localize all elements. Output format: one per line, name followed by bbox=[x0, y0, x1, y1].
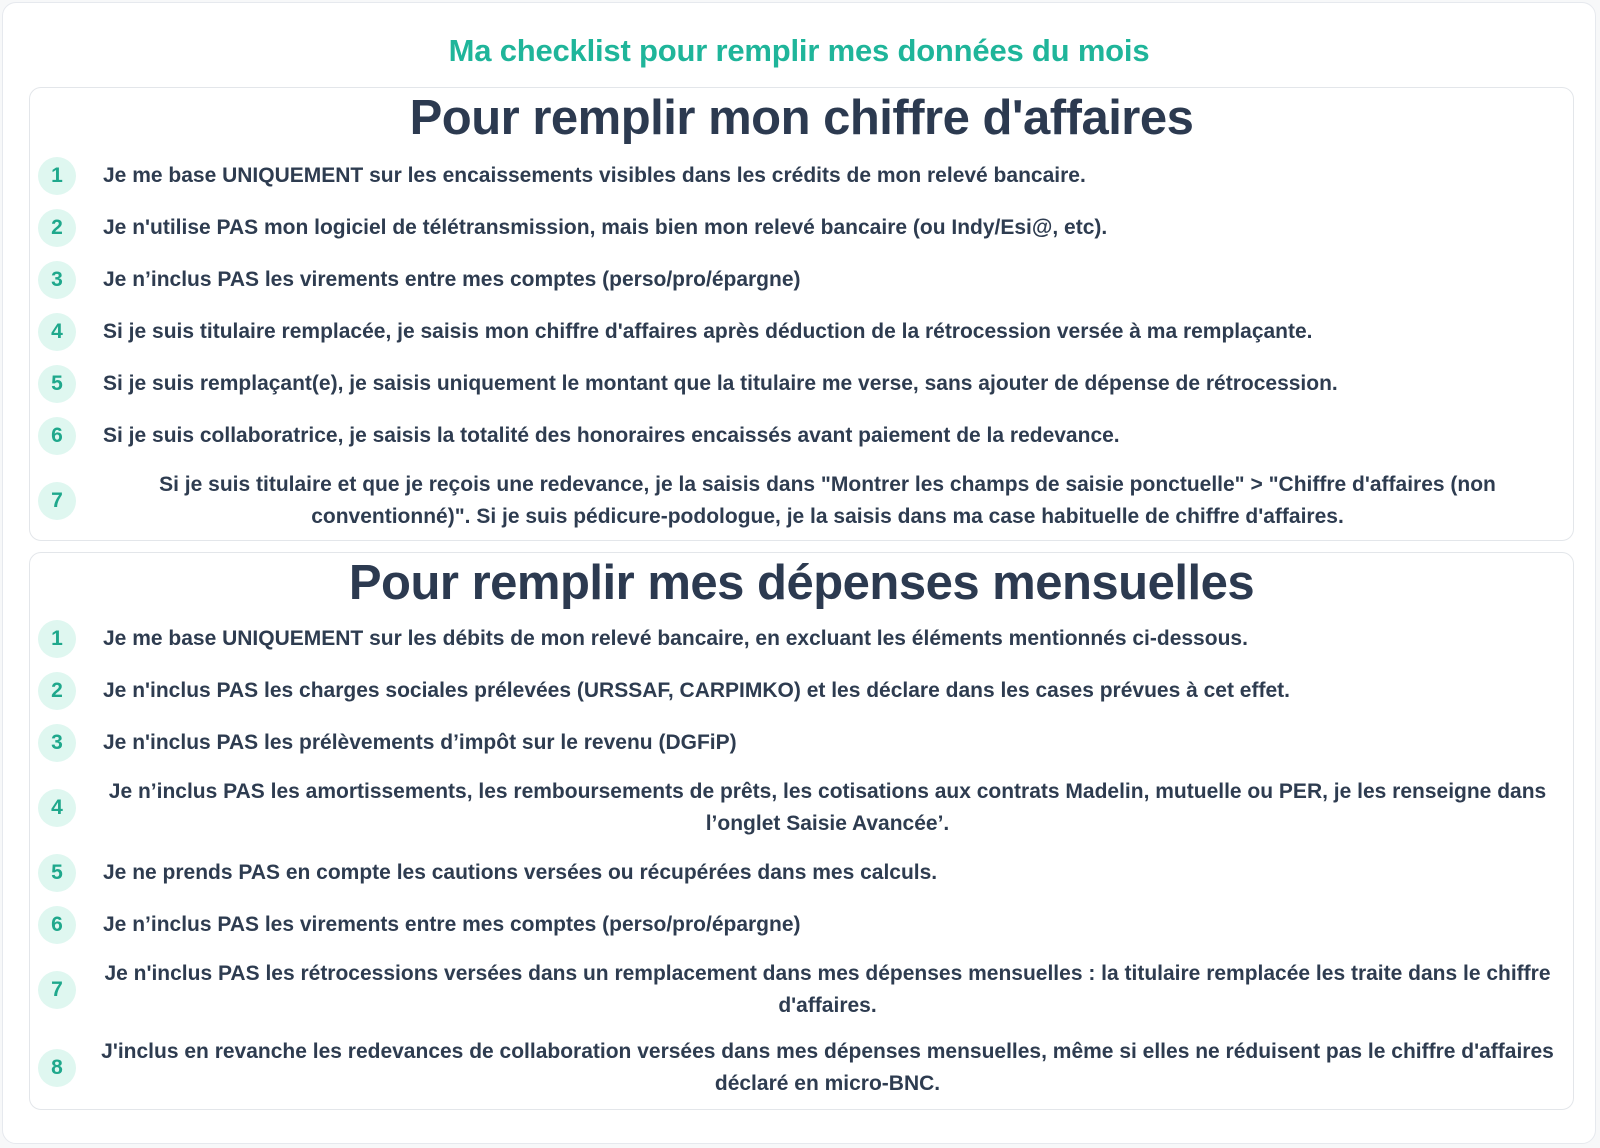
checklist-item bbox=[30, 358, 1573, 410]
checklist-item bbox=[30, 951, 1573, 1029]
checklist-item-text: Si je suis titulaire et que je reçois une redevance, je la saisis dans "Montrer les champs de saisie ponctuelle" > "Chiffre d'affaires (non conventionné)". Si je suis pédicure-podologue, je la saisis dans ma case habituelle de chiffre d'affaires. bbox=[159, 473, 1496, 528]
checklist bbox=[30, 150, 1573, 540]
checklist bbox=[30, 613, 1573, 1107]
step-number-badge: 4 bbox=[38, 789, 76, 827]
step-number-badge: 5 bbox=[38, 365, 76, 403]
step-number-badge: 1 bbox=[38, 157, 76, 195]
section-depenses-mensuelles bbox=[29, 552, 1574, 1110]
checklist-item bbox=[30, 1029, 1573, 1107]
checklist-item bbox=[30, 665, 1573, 717]
checklist-item bbox=[30, 899, 1573, 951]
checklist-item bbox=[30, 847, 1573, 899]
step-number-badge: 2 bbox=[38, 209, 76, 247]
checklist-item bbox=[30, 254, 1573, 306]
section-title: Pour remplir mes dépenses mensuelles bbox=[348, 556, 1255, 610]
checklist-item bbox=[30, 462, 1573, 540]
checklist-page bbox=[2, 2, 1596, 1144]
checklist-item bbox=[30, 769, 1573, 847]
checklist-item-text: Si je suis titulaire remplacée, je saisis mon chiffre d'affaires après déduction de la rétrocession versée à ma remplaçante. bbox=[103, 320, 1313, 343]
step-number-badge: 7 bbox=[38, 482, 76, 520]
page-title: Ma checklist pour remplir mes données du mois bbox=[448, 33, 1150, 68]
step-number-badge: 3 bbox=[38, 724, 76, 762]
checklist-item-text: Je me base UNIQUEMENT sur les débits de mon relevé bancaire, en excluant les éléments mentionnés ci-dessous. bbox=[103, 627, 1248, 650]
step-number-badge: 2 bbox=[38, 672, 76, 710]
checklist-item-text: Je n'utilise PAS mon logiciel de télétransmission, mais bien mon relevé bancaire (ou Indy/Esi@, etc). bbox=[103, 216, 1108, 239]
checklist-item-text: Je n’inclus PAS les amortissements, les remboursements de prêts, les cotisations aux contrats Madelin, mutuelle ou PER, je les renseigne dans l’onglet Saisie Avancée’. bbox=[108, 780, 1547, 835]
checklist-item-text: Je n'inclus PAS les prélèvements d’impôt sur le revenu (DGFiP) bbox=[103, 731, 737, 754]
checklist-item-text: Si je suis remplaçant(e), je saisis uniquement le montant que la titulaire me verse, sans ajouter de dépense de rétrocession. bbox=[103, 372, 1338, 395]
checklist-item-text: Je n'inclus PAS les rétrocessions versées dans un remplacement dans mes dépenses mensuelles : la titulaire remplacée les traite dans le chiffre d'affaires. bbox=[104, 962, 1551, 1017]
step-number-badge: 6 bbox=[38, 417, 76, 455]
checklist-item bbox=[30, 202, 1573, 254]
step-number-badge: 8 bbox=[38, 1049, 76, 1087]
step-number-badge: 7 bbox=[38, 971, 76, 1009]
step-number-badge: 6 bbox=[38, 906, 76, 944]
checklist-item-text: Je n’inclus PAS les virements entre mes comptes (perso/pro/épargne) bbox=[103, 268, 801, 291]
checklist-item bbox=[30, 717, 1573, 769]
checklist-item-text: Je me base UNIQUEMENT sur les encaissements visibles dans les crédits de mon relevé bancaire. bbox=[103, 164, 1086, 187]
checklist-item-text: Je n’inclus PAS les virements entre mes comptes (perso/pro/épargne) bbox=[103, 913, 801, 936]
section-title: Pour remplir mon chiffre d'affaires bbox=[409, 91, 1194, 145]
checklist-item-text: J'inclus en revanche les redevances de collaboration versées dans mes dépenses mensuelles, même si elles ne réduisent pas le chiffre d'affaires déclaré en micro-BNC. bbox=[101, 1040, 1554, 1095]
checklist-item bbox=[30, 613, 1573, 665]
step-number-badge: 5 bbox=[38, 854, 76, 892]
step-number-badge: 3 bbox=[38, 261, 76, 299]
checklist-item-text: Si je suis collaboratrice, je saisis la totalité des honoraires encaissés avant paiement de la redevance. bbox=[103, 424, 1120, 447]
section-chiffre-affaires bbox=[29, 87, 1574, 541]
checklist-item-text: Je n'inclus PAS les charges sociales prélevées (URSSAF, CARPIMKO) et les déclare dans les cases prévues à cet effet. bbox=[103, 679, 1290, 702]
checklist-item-text: Je ne prends PAS en compte les cautions versées ou récupérées dans mes calculs. bbox=[103, 861, 938, 884]
checklist-item bbox=[30, 306, 1573, 358]
step-number-badge: 4 bbox=[38, 313, 76, 351]
checklist-item bbox=[30, 410, 1573, 462]
checklist-item bbox=[30, 150, 1573, 202]
step-number-badge: 1 bbox=[38, 620, 76, 658]
